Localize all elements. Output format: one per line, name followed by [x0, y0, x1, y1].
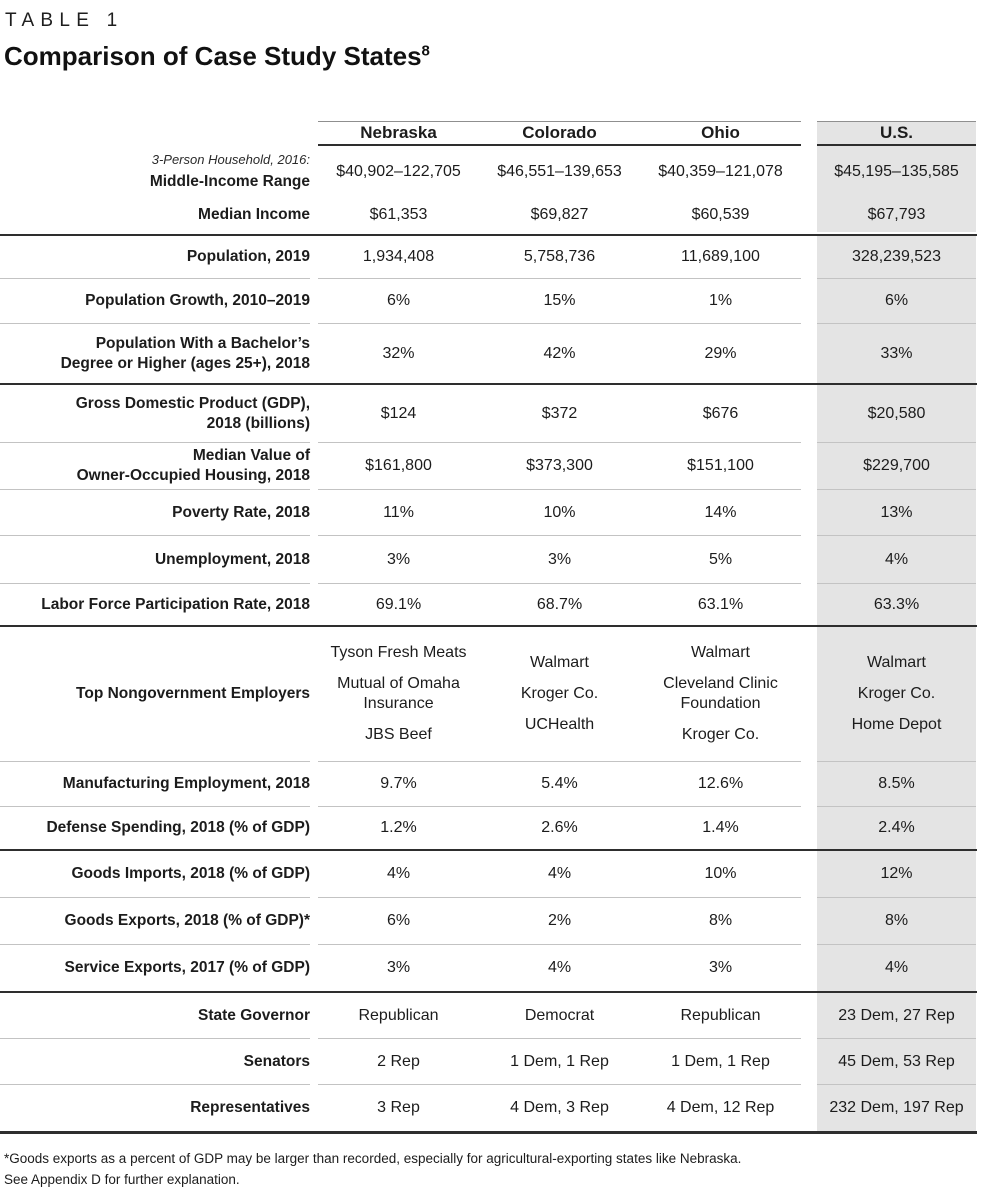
cell-us: 328,239,523 — [817, 236, 976, 278]
cell-colorado: Democrat — [524, 1006, 595, 1024]
cell-us: 12% — [817, 851, 976, 897]
cell-nebraska: $124 — [380, 404, 417, 422]
column-header-colorado: Colorado — [479, 121, 640, 146]
employer-item: Tyson Fresh Meats — [330, 644, 467, 661]
cell-nebraska: 32% — [318, 323, 479, 383]
cell-nebraska: Republican — [358, 1006, 439, 1024]
row-label: Manufacturing Employment, 2018 — [0, 761, 310, 806]
cell-ohio — [640, 627, 801, 761]
footnote-reference: 8 — [421, 42, 430, 60]
column-gap — [801, 627, 817, 761]
cell-nebraska: $61,353 — [369, 206, 428, 223]
column-gap — [310, 385, 318, 442]
column-gap — [310, 442, 318, 489]
cell-colorado: 5.4% — [479, 761, 640, 806]
cell-ohio: 14% — [640, 489, 801, 535]
table-row-representatives — [0, 1084, 977, 1131]
row-label: Top Nongovernment Employers — [76, 685, 310, 703]
row-label: Senators — [0, 1038, 310, 1084]
cell-us — [817, 627, 976, 761]
column-gap — [310, 993, 318, 1038]
table-row-population-growth — [0, 278, 977, 323]
row-label: Unemployment, 2018 — [0, 535, 310, 583]
employer-list-colorado — [521, 653, 598, 735]
cell-colorado: 3% — [479, 535, 640, 583]
row-label: Representatives — [0, 1084, 310, 1131]
cell-nebraska: 6% — [318, 278, 479, 323]
column-gap — [310, 198, 318, 232]
cell-nebraska: 69.1% — [318, 583, 479, 625]
row-label: Defense Spending, 2018 (% of GDP) — [0, 806, 310, 849]
cell-ohio: 1.4% — [640, 806, 801, 849]
income-note: 3-Person Household, 2016: — [151, 152, 310, 168]
header-label-spacer — [0, 121, 310, 146]
column-gap — [310, 1084, 318, 1131]
column-gap — [310, 1038, 318, 1084]
table-row-state-governor — [0, 993, 977, 1038]
cell-us: 4% — [817, 944, 976, 991]
cell-ohio: 8% — [640, 897, 801, 944]
cell-ohio: 5% — [640, 535, 801, 583]
cell-ohio: $60,539 — [691, 206, 750, 223]
row-label — [0, 385, 310, 442]
column-gap — [801, 944, 817, 991]
employer-item: Home Depot — [851, 716, 942, 733]
comparison-table — [0, 121, 977, 1134]
column-gap — [310, 761, 318, 806]
cell-ohio: 3% — [640, 944, 801, 991]
cell-colorado: $372 — [541, 404, 578, 422]
cell-nebraska: 1.2% — [318, 806, 479, 849]
row-label-line1: Population With a Bachelor’s — [95, 334, 310, 352]
table-row-top-employers — [0, 627, 977, 761]
employer-item: Cleveland Clinic Foundation — [663, 675, 778, 712]
employer-list-nebraska — [318, 643, 479, 745]
cell-ohio: $676 — [702, 404, 739, 422]
cell-us: 8% — [817, 897, 976, 944]
employer-item: Kroger Co. — [857, 685, 936, 702]
table-row-labor-force-participation — [0, 583, 977, 625]
column-gap — [801, 851, 817, 897]
cell-nebraska: 4% — [386, 865, 411, 882]
row-label-line2: Degree or Higher (ages 25+), 2018 — [60, 354, 310, 372]
column-gap — [310, 944, 318, 991]
page-title — [0, 41, 1000, 72]
row-label: Goods Exports, 2018 (% of GDP)* — [0, 897, 310, 944]
column-gap — [310, 489, 318, 535]
column-gap — [310, 535, 318, 583]
page-title-text: Comparison of Case Study States — [4, 41, 422, 71]
table-row-median-housing-value — [0, 442, 977, 489]
cell-nebraska: 3% — [318, 944, 479, 991]
column-gap — [801, 236, 817, 278]
row-label: Poverty Rate, 2018 — [0, 489, 310, 535]
table-row-poverty-rate — [0, 489, 977, 535]
column-gap — [801, 442, 817, 489]
cell-us: 45 Dem, 53 Rep — [817, 1038, 976, 1084]
cell-nebraska: 9.7% — [318, 761, 479, 806]
row-label: Labor Force Participation Rate, 2018 — [0, 583, 310, 625]
cell-nebraska: 6% — [318, 897, 479, 944]
employer-list-ohio — [640, 643, 801, 745]
cell-colorado: 1 Dem, 1 Rep — [479, 1038, 640, 1084]
employer-item: UCHealth — [524, 716, 595, 733]
row-label: Goods Imports, 2018 (% of GDP) — [71, 865, 310, 883]
row-label-line1: Gross Domestic Product (GDP), — [75, 394, 310, 412]
column-gap — [801, 146, 817, 198]
column-gap — [310, 121, 318, 146]
cell-nebraska: $40,902–122,705 — [336, 163, 461, 180]
table-footnote — [0, 1149, 1000, 1191]
column-gap — [310, 323, 318, 383]
column-gap — [801, 278, 817, 323]
table-row-manufacturing-employment — [0, 761, 977, 806]
table-row-population — [0, 236, 977, 278]
column-gap — [801, 489, 817, 535]
cell-colorado: $46,551–139,653 — [497, 163, 622, 180]
row-label — [0, 323, 310, 383]
cell-colorado: 15% — [479, 278, 640, 323]
employer-item: Walmart — [691, 644, 750, 661]
column-gap — [801, 761, 817, 806]
cell-nebraska: 3 Rep — [318, 1084, 479, 1131]
row-label: State Governor — [198, 1006, 310, 1024]
row-label — [0, 442, 310, 489]
column-gap — [801, 323, 817, 383]
table-row-gdp — [0, 385, 977, 442]
cell-us: $67,793 — [817, 198, 976, 232]
column-gap — [310, 806, 318, 849]
table-number: TABLE 1 — [5, 10, 124, 31]
table-row-defense-spending — [0, 806, 977, 849]
row-label-line2: Owner-Occupied Housing, 2018 — [76, 467, 310, 484]
cell-colorado — [479, 627, 640, 761]
table-row-unemployment — [0, 535, 977, 583]
cell-ohio: 29% — [640, 323, 801, 383]
cell-us: $229,700 — [817, 442, 976, 489]
cell-ohio: 1% — [640, 278, 801, 323]
row-label: Population Growth, 2010–2019 — [0, 278, 310, 323]
table-row-senators — [0, 1038, 977, 1084]
employer-item: Walmart — [867, 654, 926, 671]
column-gap — [801, 583, 817, 625]
cell-colorado: 4% — [479, 944, 640, 991]
column-gap — [801, 385, 817, 442]
column-gap — [801, 1084, 817, 1131]
cell-us: 4% — [817, 535, 976, 583]
cell-us: 6% — [817, 278, 976, 323]
cell-colorado: 2.6% — [479, 806, 640, 849]
cell-nebraska: 2 Rep — [318, 1038, 479, 1084]
row-label: Service Exports, 2017 (% of GDP) — [0, 944, 310, 991]
cell-ohio: 12.6% — [640, 761, 801, 806]
column-header-ohio: Ohio — [640, 121, 801, 146]
cell-nebraska: 3% — [318, 535, 479, 583]
cell-ohio: 10% — [704, 865, 737, 882]
cell-ohio: 1 Dem, 1 Rep — [640, 1038, 801, 1084]
column-gap — [801, 535, 817, 583]
cell-ohio: $151,100 — [640, 442, 801, 489]
cell-colorado: 4 Dem, 3 Rep — [479, 1084, 640, 1131]
table-row-goods-imports — [0, 851, 977, 897]
column-gap — [801, 806, 817, 849]
column-header-us: U.S. — [817, 121, 976, 146]
cell-colorado: 10% — [479, 489, 640, 535]
footnote-line2: See Appendix D for further explanation. — [4, 1171, 240, 1187]
cell-nebraska — [318, 627, 479, 761]
cell-us: $45,195–135,585 — [817, 146, 976, 198]
row-label-text: Middle-Income Range — [149, 172, 310, 190]
column-gap — [310, 897, 318, 944]
cell-colorado: 2% — [479, 897, 640, 944]
cell-ohio: Republican — [680, 1006, 761, 1024]
table-row-goods-exports — [0, 897, 977, 944]
cell-nebraska: $161,800 — [318, 442, 479, 489]
cell-colorado: 42% — [479, 323, 640, 383]
cell-colorado: 5,758,736 — [523, 248, 596, 265]
row-label-line1: Median Value of — [192, 447, 310, 465]
cell-nebraska: 11% — [318, 489, 479, 535]
row-label-line2: 2018 (billions) — [206, 414, 310, 432]
cell-us: 63.3% — [817, 583, 976, 625]
footnote-line1: *Goods exports as a percent of GDP may be larger than recorded, especially for agricultural-exporting states like Nebraska. — [4, 1151, 742, 1166]
table-row-median-income — [0, 198, 977, 234]
employer-item: JBS Beef — [365, 726, 432, 743]
cell-us: 2.4% — [817, 806, 976, 849]
column-gap — [801, 121, 817, 146]
cell-ohio: 11,689,100 — [681, 248, 760, 265]
cell-colorado: 4% — [547, 865, 572, 882]
table-row-bachelors-degree — [0, 323, 977, 383]
cell-us: $20,580 — [817, 385, 976, 442]
cell-us: 23 Dem, 27 Rep — [817, 993, 976, 1038]
cell-us: 232 Dem, 197 Rep — [817, 1084, 976, 1131]
cell-colorado: $69,827 — [530, 206, 589, 223]
column-gap — [310, 236, 318, 278]
employer-item: Mutual of Omaha Insurance — [337, 675, 460, 712]
column-gap — [801, 993, 817, 1038]
column-gap — [801, 897, 817, 944]
cell-ohio: 63.1% — [640, 583, 801, 625]
column-header-nebraska: Nebraska — [318, 121, 479, 146]
employer-item: Kroger Co. — [681, 726, 760, 743]
employer-item: Walmart — [530, 654, 589, 671]
column-gap — [310, 146, 318, 198]
row-label: Population, 2019 — [186, 248, 310, 266]
table-header-row — [0, 121, 977, 146]
column-gap — [310, 627, 318, 761]
cell-nebraska: 1,934,408 — [362, 248, 435, 265]
table-bottom-border — [0, 1131, 977, 1134]
cell-colorado: $373,300 — [479, 442, 640, 489]
employer-item: Kroger Co. — [520, 685, 599, 702]
table-row-service-exports — [0, 944, 977, 991]
row-label: Median Income — [198, 206, 310, 224]
cell-us: 8.5% — [817, 761, 976, 806]
row-label — [0, 146, 310, 198]
cell-colorado: 68.7% — [479, 583, 640, 625]
employer-list-us — [852, 653, 942, 735]
cell-us: 13% — [817, 489, 976, 535]
column-gap — [310, 583, 318, 625]
column-gap — [801, 198, 817, 232]
column-gap — [310, 851, 318, 897]
column-gap — [310, 278, 318, 323]
table-row-middle-income-range — [0, 146, 977, 198]
cell-ohio: 4 Dem, 12 Rep — [640, 1084, 801, 1131]
column-gap — [801, 1038, 817, 1084]
cell-us: 33% — [817, 323, 976, 383]
cell-ohio: $40,359–121,078 — [658, 163, 783, 180]
